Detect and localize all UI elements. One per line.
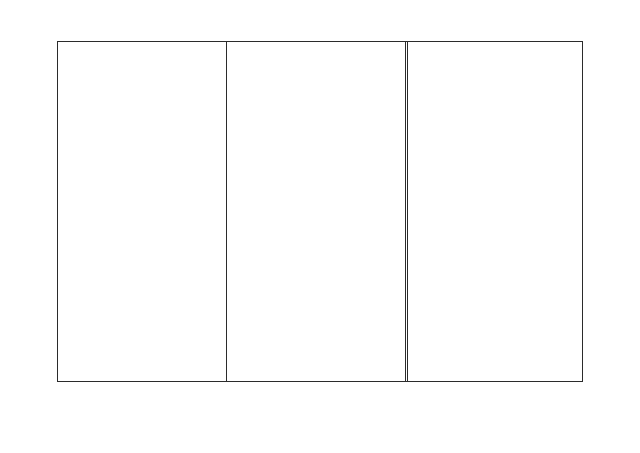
column-divider — [405, 41, 406, 382]
column-divider — [407, 41, 408, 382]
column-divider — [226, 41, 227, 382]
table-frame — [57, 41, 583, 382]
